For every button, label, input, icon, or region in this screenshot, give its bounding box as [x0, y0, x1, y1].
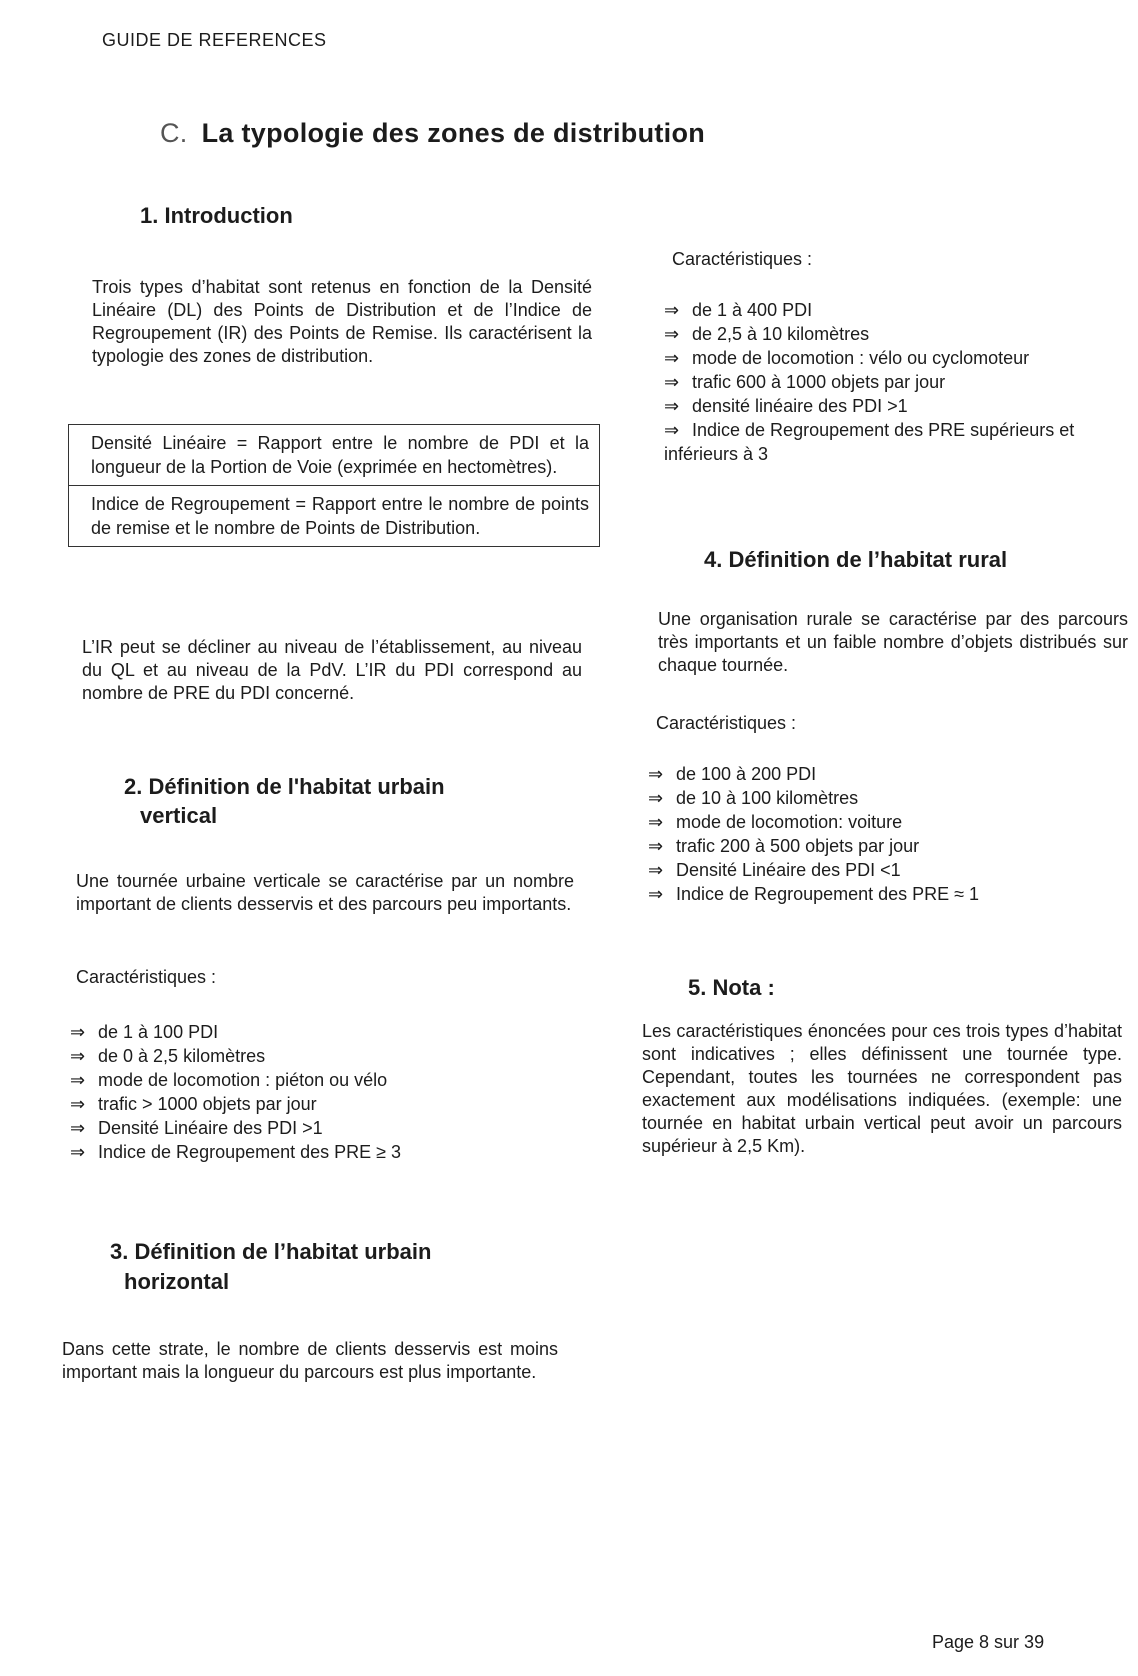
list-item: ⇒ Indice de Regroupement des PRE ≈ 1 — [648, 884, 980, 904]
heading-nota: 5. Nota : — [688, 975, 775, 1000]
urbain-vertical-list — [70, 1020, 401, 1164]
urbain-horizontal-caracteristiques-label: Caractéristiques : — [672, 249, 813, 269]
intro-paragraph: Trois types d’habitat sont retenus en fonction de la Densité Linéaire (DL) des Points de Distribution et de l’Indice de Regroupement (IR) des Points de Remise. Ils caractérisent la typologie des zones de distribution. — [92, 277, 592, 366]
urbain-vertical-caracteristiques-label: Caractéristiques : — [76, 967, 217, 987]
page-number: Page 8 sur 39 — [932, 1632, 1045, 1652]
definition-indice-regroupement: Indice de Regroupement = Rapport entre le nombre de points de remise et le nombre de Points de Distribution. — [69, 485, 599, 546]
arrow-icon: ⇒ — [70, 1022, 86, 1042]
arrow-icon: ⇒ — [648, 812, 664, 832]
list-item: ⇒ de 1 à 100 PDI — [70, 1022, 219, 1042]
heading-urbain-vertical-1: 2. Définition de l'habitat urbain — [124, 774, 445, 799]
arrow-icon: ⇒ — [648, 860, 664, 880]
definition-densite-lineaire: Densité Linéaire = Rapport entre le nombre de PDI et la longueur de la Portion de Voie (exprimée en hectomètres). — [91, 433, 589, 477]
arrow-icon: ⇒ — [70, 1070, 86, 1090]
arrow-icon: ⇒ — [70, 1118, 86, 1138]
arrow-icon: ⇒ — [664, 420, 680, 440]
arrow-icon: ⇒ — [648, 764, 664, 784]
arrow-icon: ⇒ — [70, 1142, 86, 1162]
nota-paragraph: Les caractéristiques énoncées pour ces trois types d’habitat sont indicatives ; elles définissent une tournée type. Cependant, toutes les tournées ne correspondent pas exactement aux modélisations indiquées. (exemple: une tournée en habitat urbain vertical peut avoir un parcours supérieur à 2,5 Km). — [642, 1021, 1122, 1156]
list-item: ⇒ de 10 à 100 kilomètres — [648, 788, 859, 808]
habitat-rural-paragraph: Une organisation rurale se caractérise par des parcours très importants et un faible nombre d’objets distribués sur chaque tournée. — [658, 609, 1128, 675]
list-item: ⇒ trafic 200 à 500 objets par jour — [648, 836, 920, 856]
list-item: ⇒ Indice de Regroupement des PRE supérieurs et inférieurs à 3 — [664, 420, 1075, 464]
list-item: ⇒ de 1 à 400 PDI — [664, 300, 813, 320]
urbain-horizontal-paragraph: Dans cette strate, le nombre de clients desservis est moins important mais la longueur du parcours est plus importante. — [62, 1339, 558, 1382]
list-item: ⇒ de 100 à 200 PDI — [648, 764, 817, 784]
running-header: GUIDE DE REFERENCES — [102, 30, 327, 50]
list-item: ⇒ mode de locomotion : piéton ou vélo — [70, 1070, 388, 1090]
urbain-vertical-paragraph: Une tournée urbaine verticale se caractérise par un nombre important de clients desservis et des parcours peu importants. — [76, 871, 574, 914]
habitat-rural-caracteristiques-label: Caractéristiques : — [656, 713, 797, 733]
section-marker: C. — [160, 118, 188, 148]
heading-introduction: 1. Introduction — [140, 203, 293, 228]
arrow-icon: ⇒ — [664, 396, 680, 416]
arrow-icon: ⇒ — [648, 836, 664, 856]
urbain-horizontal-list — [664, 298, 1134, 466]
arrow-icon: ⇒ — [664, 300, 680, 320]
list-item: ⇒ Indice de Regroupement des PRE ≥ 3 — [70, 1142, 402, 1162]
list-item: ⇒ de 2,5 à 10 kilomètres — [664, 324, 870, 344]
list-item: ⇒ mode de locomotion : vélo ou cyclomoteur — [664, 348, 1030, 368]
section-title — [160, 118, 705, 149]
definitions-box — [68, 424, 600, 547]
list-item: ⇒ mode de locomotion: voiture — [648, 812, 903, 832]
arrow-icon: ⇒ — [648, 788, 664, 808]
heading-urbain-horizontal-2: horizontal — [124, 1269, 230, 1294]
ir-paragraph: L’IR peut se décliner au niveau de l’établissement, au niveau du QL et au niveau de la PdV. L’IR du PDI correspond au nombre de PRE du PDI concerné. — [82, 637, 582, 703]
arrow-icon: ⇒ — [70, 1046, 86, 1066]
heading-habitat-rural: 4. Définition de l’habitat rural — [704, 547, 1008, 572]
list-item: ⇒ Densité Linéaire des PDI <1 — [648, 860, 901, 880]
arrow-icon: ⇒ — [664, 324, 680, 344]
arrow-icon: ⇒ — [664, 348, 680, 368]
list-item: ⇒ trafic 600 à 1000 objets par jour — [664, 372, 946, 392]
arrow-icon: ⇒ — [70, 1094, 86, 1114]
list-item: ⇒ de 0 à 2,5 kilomètres — [70, 1046, 266, 1066]
habitat-rural-list — [648, 762, 979, 906]
heading-urbain-vertical-2: vertical — [140, 803, 218, 828]
list-item: ⇒ Densité Linéaire des PDI >1 — [70, 1118, 323, 1138]
list-item: ⇒ trafic > 1000 objets par jour — [70, 1094, 317, 1114]
heading-urbain-horizontal-1: 3. Définition de l’habitat urbain — [110, 1239, 432, 1264]
arrow-icon: ⇒ — [664, 372, 680, 392]
list-item: ⇒ densité linéaire des PDI >1 — [664, 396, 908, 416]
section-title-text: La typologie des zones de distribution — [201, 118, 706, 148]
arrow-icon: ⇒ — [648, 884, 664, 904]
